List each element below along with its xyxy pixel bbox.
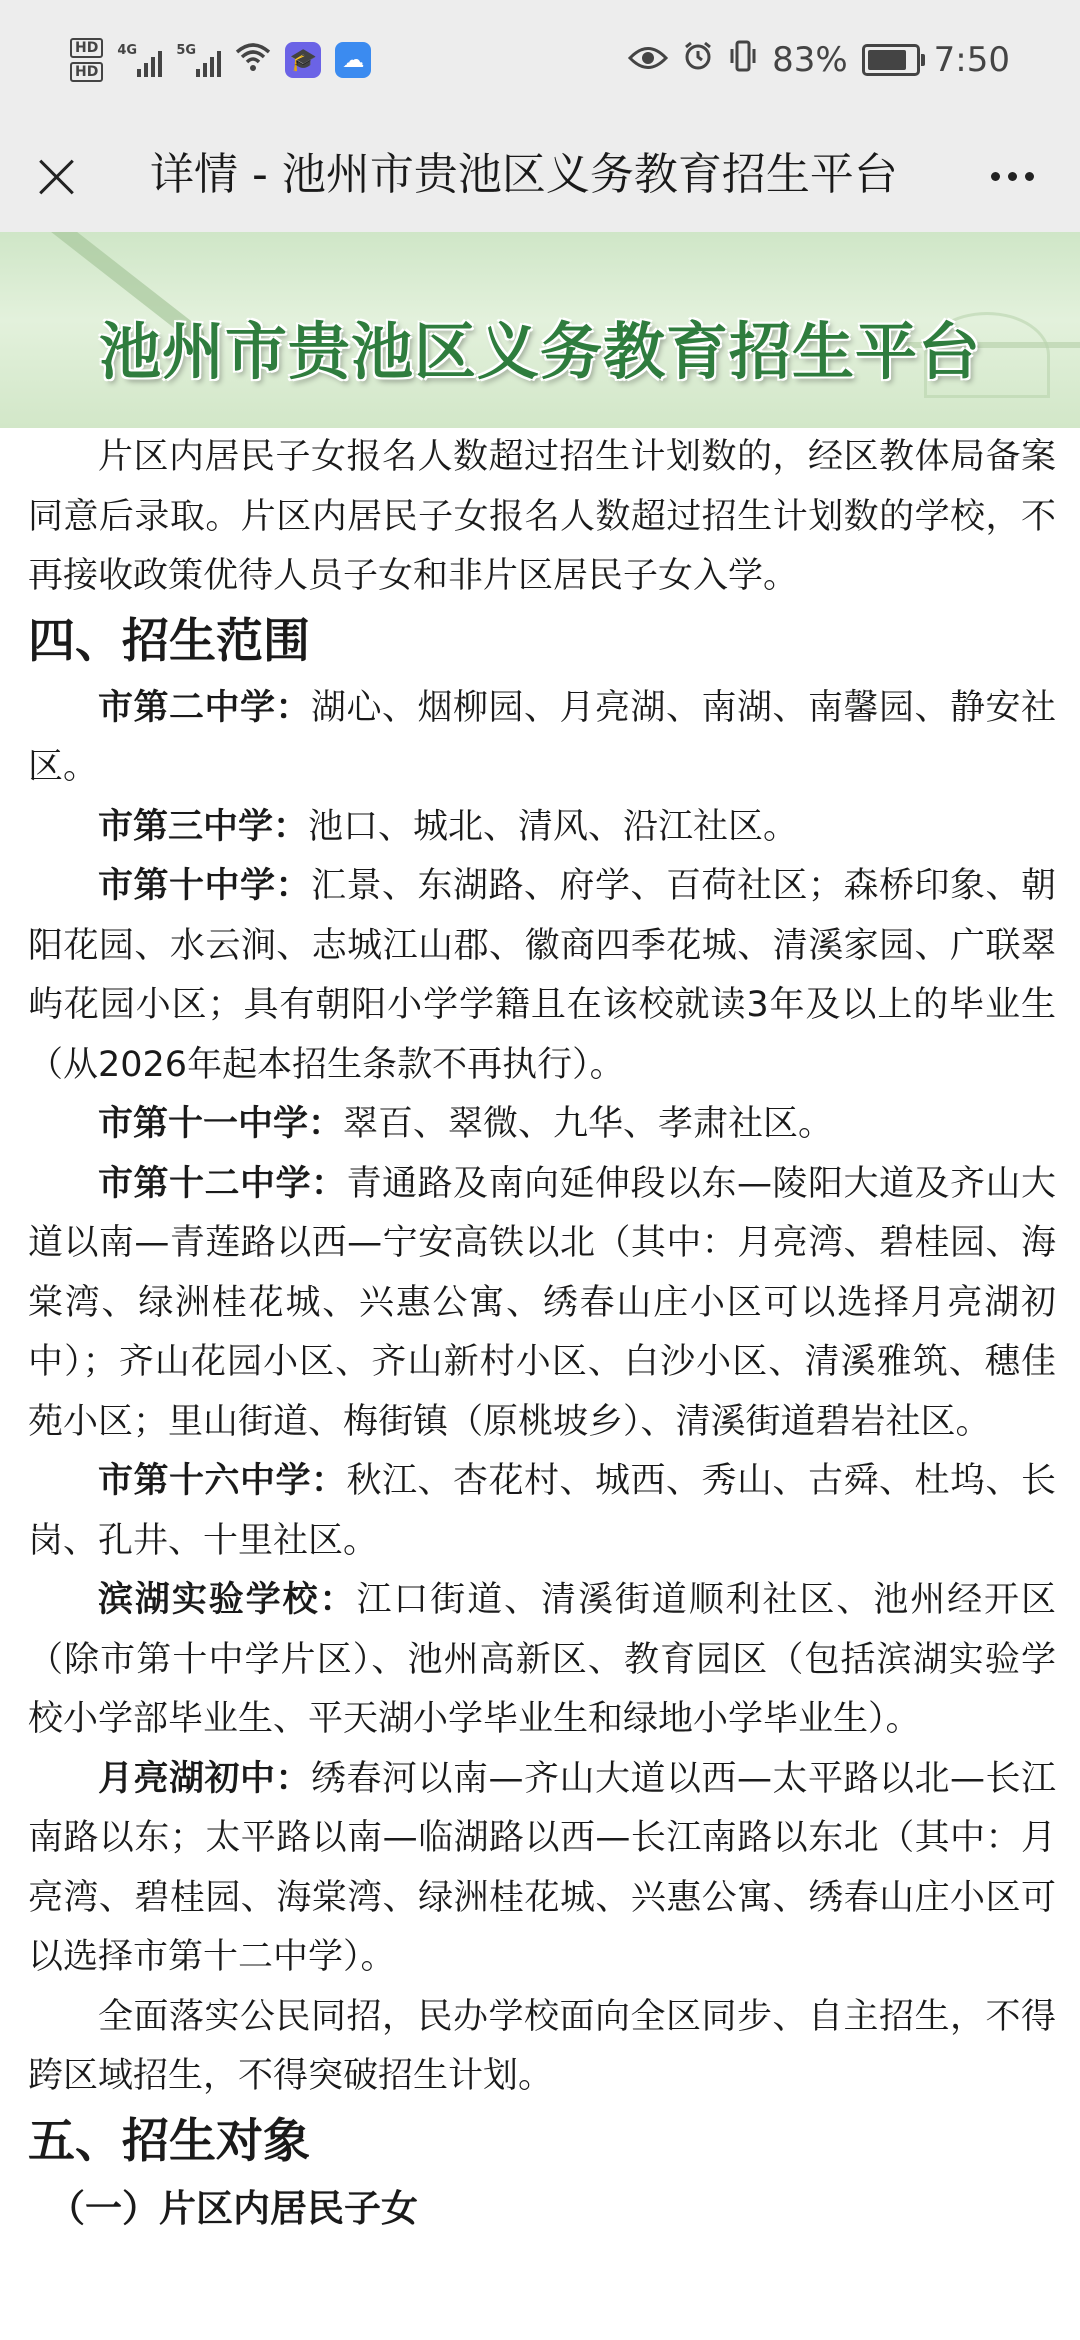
school-paragraph [28, 1452, 1056, 1571]
school-name: 市第十中学： [98, 866, 311, 906]
banner [0, 232, 1080, 428]
banner-title: 池州市贵池区义务教育招生平台 [98, 315, 981, 388]
school-area: 绣春河以南—齐山大道以西—太平路以北—长江南路以东；太平路以南—临湖路以西—长江南路以东北（其中：月亮湾、碧桂园、海棠湾、绿洲桂花城、兴惠公寓、绣春山庄小区可以选择市第十二中学）。 [28, 1758, 1056, 1977]
school-name: 市第十六中学： [98, 1461, 347, 1501]
school-name: 滨湖实验学校： [98, 1580, 357, 1620]
hd-badge-1: HD [70, 38, 103, 58]
school-paragraph [28, 1750, 1056, 1988]
signal-5g-icon: 5G [176, 43, 221, 77]
school-name: 市第十一中学： [98, 1104, 344, 1144]
school-paragraph [28, 1155, 1056, 1453]
page-title: 详情 - 池州市贵池区义务教育招生平台 [150, 149, 898, 200]
school-paragraph [28, 1571, 1056, 1750]
closing-paragraph: 全面落实公民同招，民办学校面向全区同步、自主招生，不得跨区域招生，不得突破招生计划。 [28, 1996, 1056, 2096]
subsection-heading-1: （一）片区内居民子女 [48, 2186, 418, 2230]
status-right [628, 30, 1010, 90]
school-name: 市第二中学： [98, 687, 311, 728]
school-paragraph [28, 679, 1056, 798]
school-paragraph [28, 857, 1056, 1095]
nav-bar [0, 120, 1080, 232]
section-heading-4: 四、招生范围 [28, 613, 310, 669]
school-name: 市第三中学： [98, 806, 309, 847]
signal-4g-icon: 4G [117, 43, 162, 77]
school-name: 月亮湖初中： [98, 1758, 311, 1799]
school-area: 青通路及南向延伸段以东—陵阳大道及齐山大道以南—青莲路以西—宁安高铁以北（其中：月亮湾、碧桂园、海棠湾、绿洲桂花城、兴惠公寓、绣春山庄小区可以选择月亮湖初中）；齐山花园小区、齐山新村小区、白沙小区、清溪雅筑、穗佳苑小区；里山街道、梅街镇（原桃坡乡）、清溪街道碧岩社区。 [28, 1163, 1056, 1442]
app-cloud-icon: ☁ [335, 42, 371, 78]
school-area: 汇景、东湖路、府学、百荷社区；森桥印象、朝阳花园、水云涧、志城江山郡、徽商四季花城、清溪家园、广联翠屿花园小区；具有朝阳小学学籍且在该校就读3年及以上的毕业生（从2026年起本招生条款不再执行）。 [28, 866, 1056, 1085]
alarm-icon [682, 40, 714, 81]
school-area: 湖心、烟柳园、月亮湖、南湖、南馨园、静安社区。 [28, 687, 1056, 787]
section-heading-5: 五、招生对象 [28, 2113, 310, 2169]
school-area: 池口、城北、清风、沿江社区。 [308, 806, 799, 847]
school-paragraph [28, 1095, 1056, 1155]
school-name: 市第十二中学： [98, 1163, 347, 1204]
vibrate-icon [728, 39, 758, 82]
app-hat-icon: 🎓 [285, 42, 321, 78]
school-paragraph [28, 798, 1056, 858]
status-bar [0, 0, 1080, 120]
battery-icon [862, 44, 920, 76]
eye-icon [628, 40, 668, 80]
article-content [28, 428, 1056, 2239]
school-area: 江口街道、清溪街道顺利社区、池州经开区（除市第十中学片区）、池州高新区、教育园区（包括滨湖实验学校小学部毕业生、平天湖小学毕业生和绿地小学毕业生）。 [28, 1580, 1056, 1739]
school-area: 翠百、翠微、九华、孝肃社区。 [343, 1104, 834, 1144]
clock: 7:50 [933, 40, 1010, 80]
wifi-icon [235, 42, 271, 78]
battery-percent: 83% [772, 40, 848, 80]
hd-badge-2: HD [70, 62, 103, 82]
school-area: 秋江、杏花村、城西、秀山、古舜、杜坞、长岗、孔井、十里社区。 [28, 1461, 1056, 1561]
intro-paragraph: 片区内居民子女报名人数超过招生计划数的，经区教体局备案同意后录取。片区内居民子女报名人数超过招生计划数的学校，不再接收政策优待人员子女和非片区居民子女入学。 [28, 437, 1056, 596]
more-options-icon[interactable] [972, 148, 1052, 204]
status-left [70, 30, 371, 90]
close-icon[interactable] [26, 146, 86, 206]
hd-indicator [70, 38, 103, 82]
